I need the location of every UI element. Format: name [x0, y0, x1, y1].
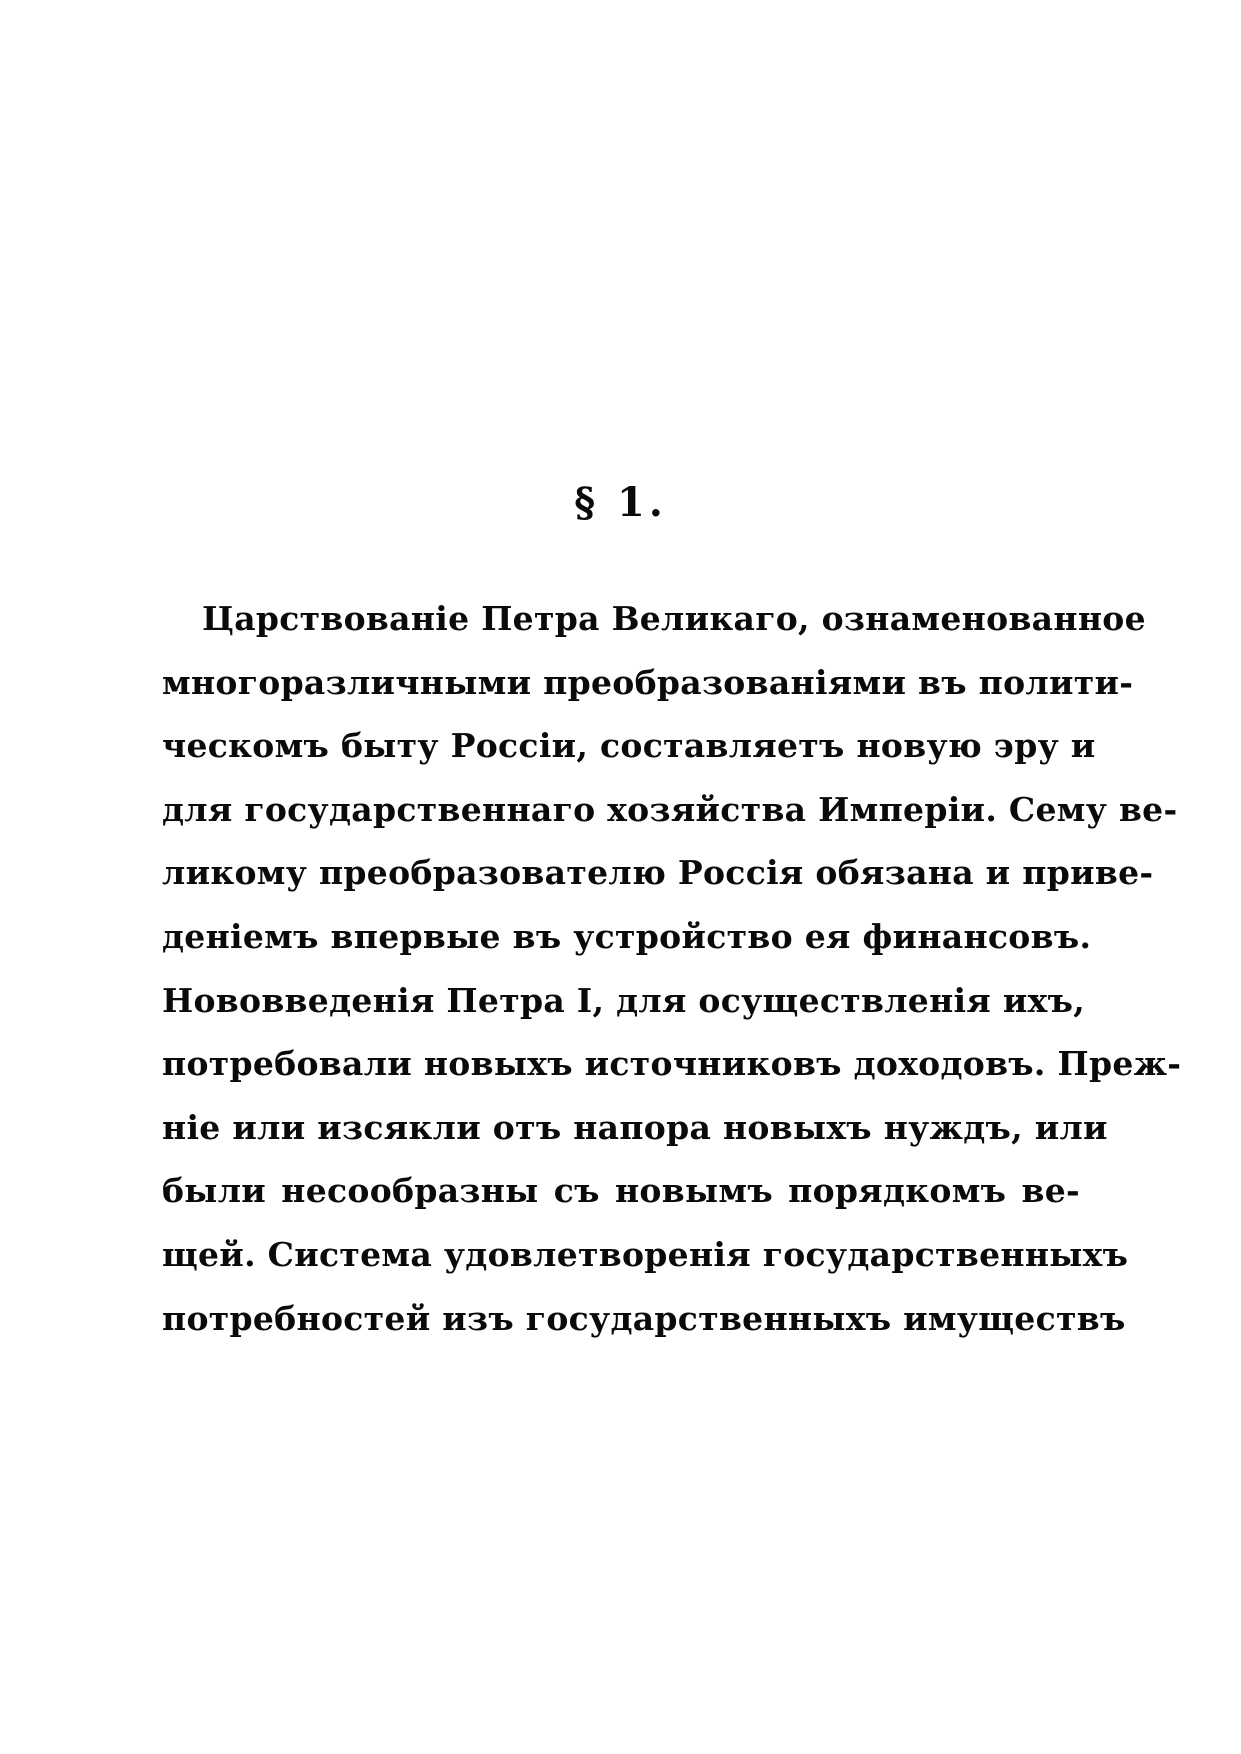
text-line: Царствованіе Петра Великаго, ознаменованное — [202, 599, 1146, 638]
text-line: были несообразны съ новымъ порядкомъ ве- — [162, 1171, 1080, 1211]
text-line: потребовали новыхъ источниковъ доходовъ. Преж- — [162, 1044, 1182, 1084]
text-line: потребностей изъ государственныхъ имуществъ — [162, 1298, 1126, 1338]
text-line: ческомъ быту Россіи, составляетъ новую эру и — [162, 726, 1096, 766]
text-line: щей. Система удовлетворенія государственныхъ — [162, 1234, 1129, 1274]
text-line: деніемъ впервые въ устройство ея финансовъ. — [162, 916, 1092, 956]
body-paragraph — [162, 587, 1182, 1350]
text-line: ликому преобразователю Россія обязана и приве- — [162, 853, 1154, 893]
section-heading: § 1. — [574, 479, 667, 526]
text-line: Нововведенія Петра I, для осуществленія ихъ, — [162, 980, 1086, 1020]
text-line: ніе или изсякли отъ напора новыхъ нуждъ, или — [162, 1107, 1108, 1147]
text-line: многоразличными преобразованіями въ полити- — [162, 662, 1134, 702]
text-line: для государственнаго хозяйства Имперіи. Сему ве- — [162, 789, 1178, 829]
